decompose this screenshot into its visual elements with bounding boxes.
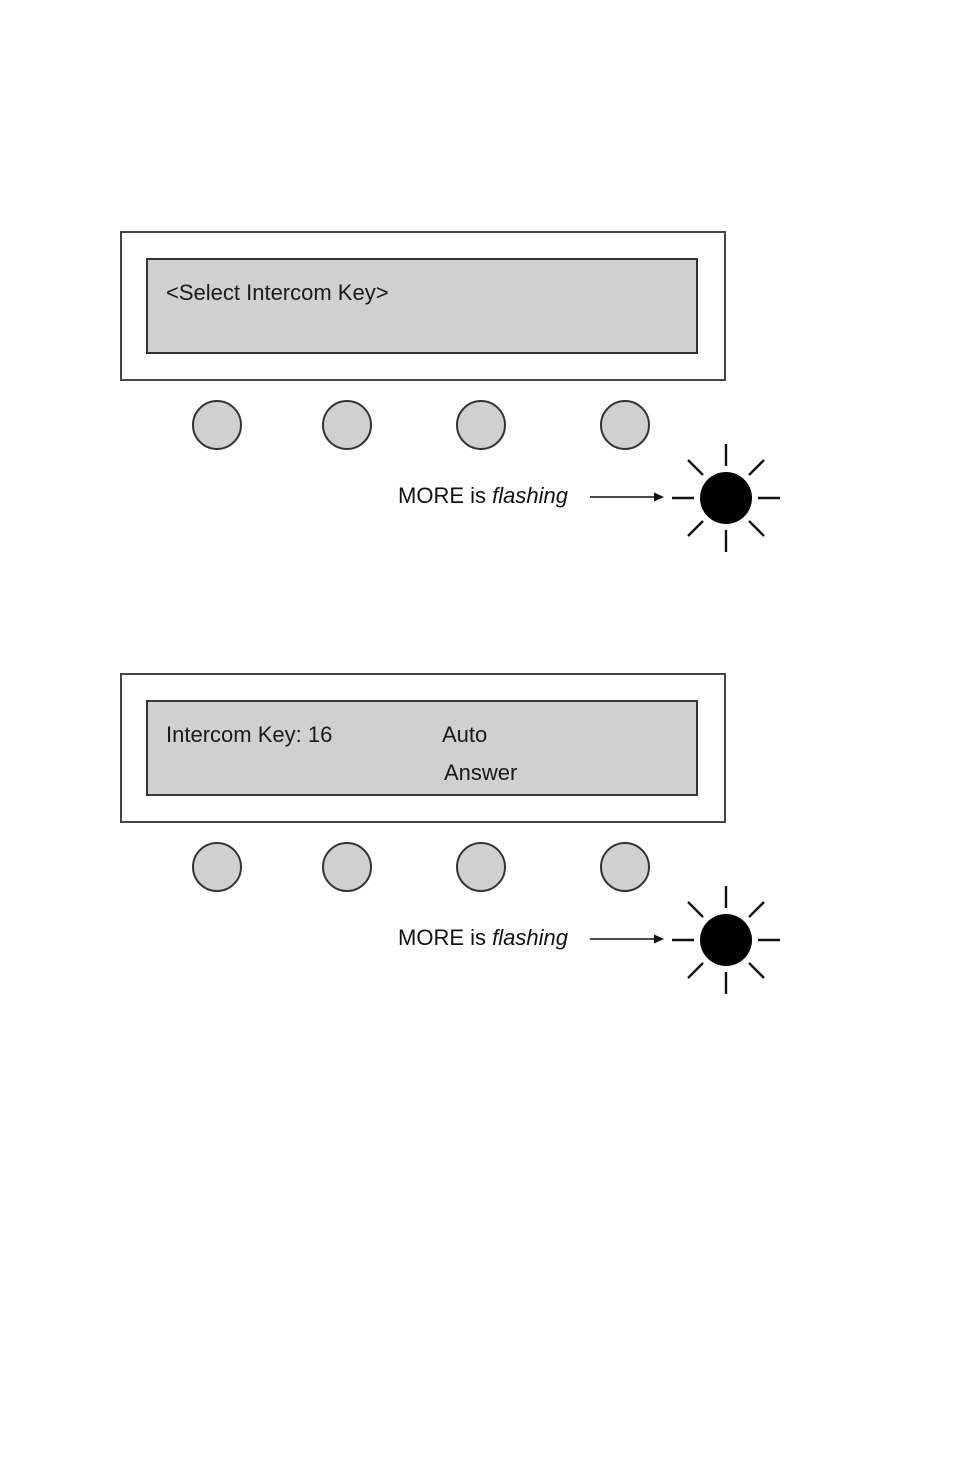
softkey-4[interactable] [600,400,650,450]
caption-emphasis: flashing [492,925,568,950]
softkey-3[interactable] [456,400,506,450]
softkey-2[interactable] [322,842,372,892]
flashing-light-icon [666,438,786,558]
lcd-line1-left: <Select Intercom Key> [166,280,389,305]
lcd-screen [146,700,698,796]
arrow-right-icon [588,932,668,946]
lcd-line1-left: Intercom Key: 16 [166,722,333,747]
flashing-light-icon [666,880,786,1000]
softkey-2[interactable] [322,400,372,450]
more-caption [398,483,568,509]
lcd-line1-right: Auto [442,722,488,747]
softkey-4[interactable] [600,842,650,892]
lcd-line2-right: Answer [444,760,518,785]
softkey-1[interactable] [192,400,242,450]
caption-emphasis: flashing [492,483,568,508]
caption-prefix: MORE is [398,483,486,508]
softkey-1[interactable] [192,842,242,892]
more-caption [398,925,568,951]
softkey-3[interactable] [456,842,506,892]
arrow-right-icon [588,490,668,504]
caption-prefix: MORE is [398,925,486,950]
